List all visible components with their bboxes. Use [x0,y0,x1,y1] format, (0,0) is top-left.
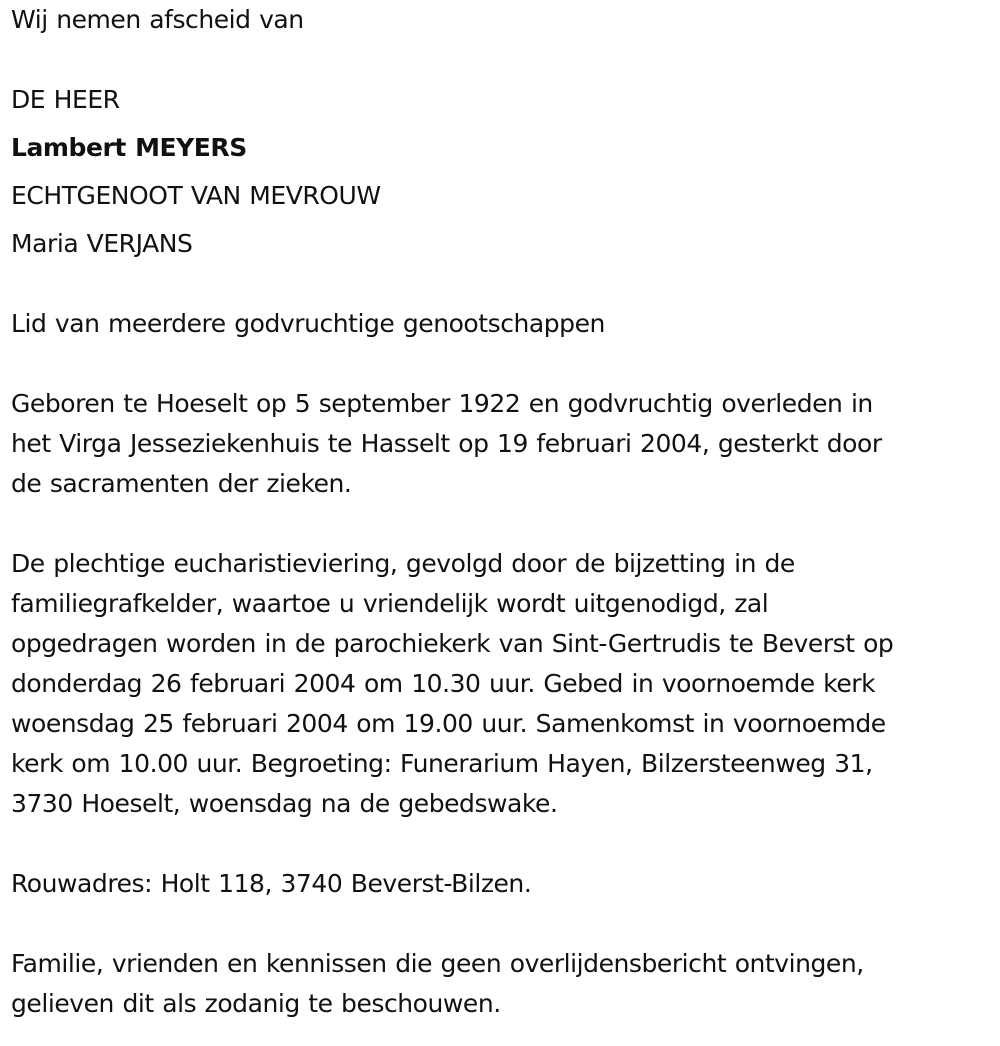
paragraph-line: kerk om 10.00 uur. Begroeting: Funerarium Hayen, Bilzersteenweg 31, [11,749,873,778]
paragraph-line: Familie, vrienden en kennissen die geen overlijdensbericht ontvingen, [11,949,864,978]
spouse-label: ECHTGENOOT VAN MEVROUW [11,181,381,210]
paragraph-line: opgedragen worden in de parochiekerk van Sint-Gertrudis te Beverst op [11,629,894,658]
deceased-name: Lambert MEYERS [11,133,247,162]
obituary-document [11,0,986,1024]
paragraph-line: woensdag 25 februari 2004 om 19.00 uur. Samenkomst in voornoemde [11,709,886,738]
closing-paragraph [11,944,986,1024]
paragraph-line: familiegrafkelder, waartoe u vriendelijk wordt uitgenodigd, zal [11,589,769,618]
paragraph-line: Geboren te Hoeselt op 5 september 1922 en godvruchtig overleden in [11,389,873,418]
honorific: DE HEER [11,85,120,114]
paragraph-line: 3730 Hoeselt, woensdag na de gebedswake. [11,789,558,818]
paragraph-line: donderdag 26 februari 2004 om 10.30 uur. Gebed in voornoemde kerk [11,669,876,698]
paragraph-line: De plechtige eucharistieviering, gevolgd door de bijzetting in de [11,549,795,578]
paragraph-line: het Virga Jesseziekenhuis te Hasselt op 19 februari 2004, gesterkt door [11,429,882,458]
paragraph-line: de sacramenten der zieken. [11,469,352,498]
birth-death-paragraph [11,384,986,504]
ceremony-paragraph [11,544,986,824]
paragraph-line: gelieven dit als zodanig te beschouwen. [11,989,501,1018]
membership-text: Lid van meerdere godvruchtige genootschappen [11,309,605,338]
spouse-name: Maria VERJANS [11,229,193,258]
mourning-address: Rouwadres: Holt 118, 3740 Beverst-Bilzen. [11,869,532,898]
intro-text: Wij nemen afscheid van [11,5,304,34]
